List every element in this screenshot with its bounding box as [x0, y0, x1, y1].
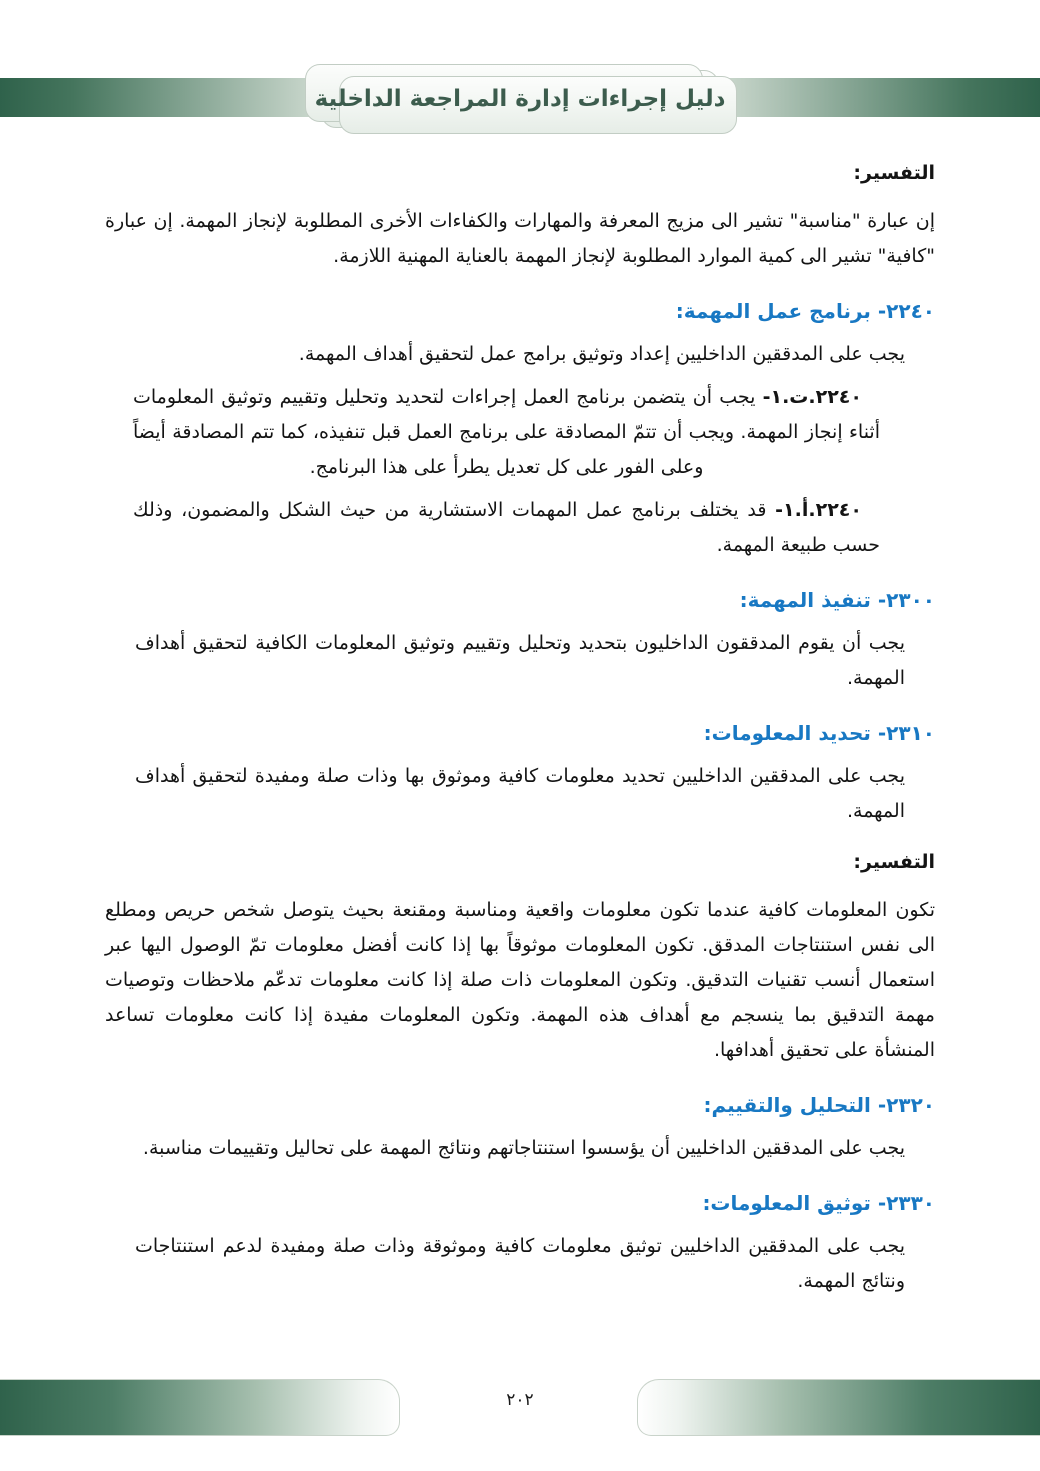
header-title-tab	[314, 70, 726, 128]
section-heading-2330: ٢٣٣٠- توثيق المعلومات:	[702, 1191, 935, 1215]
page-content	[105, 156, 935, 1299]
substandard-2240-t1	[105, 380, 935, 485]
explanation-label: التفسير:	[853, 162, 935, 184]
substandard-number: ٢٢٤٠.ت.١-	[762, 386, 862, 408]
section-heading-2240: ٢٢٤٠- برنامج عمل المهمة:	[675, 299, 935, 323]
substandard-text: يجب أن يتضمن برنامج العمل إجراءات لتحديد وتحليل وتقييم وتوثيق المعلومات أثناء إنجاز المهمة. ويجب أن تتمّ المصادقة على برنامج العمل قبل تنفيذه، كما تتم المصادقة أيضاً وعلى الفور على كل تعديل يطرأ على هذا البرنامج.	[133, 386, 880, 478]
statement-2240: يجب على المدققين الداخليين إعداد وتوثيق برامج عمل لتحقيق أهداف المهمة.	[298, 343, 905, 365]
section-heading-2310: ٢٣١٠- تحديد المعلومات:	[703, 721, 935, 745]
explanation-paragraph: تكون المعلومات كافية عندما تكون معلومات واقعية ومناسبة ومقنعة بحيث يتوصل شخص حريص ومطلع الى نفس استنتاجات المدقق. تكون المعلومات موثوقاً بها إذا كانت أفضل معلومات تمّ الوصول اليها عبر استعمال أنسب تقنيات التدقيق. وتكون المعلومات ذات صلة إذا كانت معلومات تدعّم ملاحظات وتوصيات مهمة التدقيق بما ينسجم مع أهداف هذه المهمة. وتكون المعلومات مفيدة إذا كانت معلومات تساعد المنشأة على تحقيق أهدافها.	[105, 899, 935, 1061]
explanation-label: التفسير:	[853, 851, 935, 873]
statement-2330: يجب على المدققين الداخليين توثيق معلومات كافية وموثوقة وذات صلة ومفيدة لدعم استنتاجات ونتائج المهمة.	[135, 1235, 905, 1292]
statement-2320: يجب على المدققين الداخليين أن يؤسسوا استنتاجاتهم ونتائج المهمة على تحاليل وتقييمات مناسبة.	[142, 1137, 905, 1159]
statement-2310: يجب على المدققين الداخليين تحديد معلومات كافية وموثوق بها وذات صلة ومفيدة لتحقيق أهداف المهمة.	[135, 765, 905, 822]
explanation-paragraph: إن عبارة "مناسبة" تشير الى مزيج المعرفة والمهارات والكفاءات الأخرى المطلوبة لإنجاز المهمة. إن عبارة "كافية" تشير الى كمية الموارد المطلوبة لإنجاز المهمة بالعناية المهنية اللازمة.	[105, 210, 935, 267]
substandard-2240-a1	[105, 493, 935, 563]
document-title: دليل إجراءات إدارة المراجعة الداخلية	[314, 86, 726, 112]
substandard-text: قد يختلف برنامج عمل المهمات الاستشارية من حيث الشكل والمضمون، وذلك حسب طبيعة المهمة.	[133, 499, 880, 556]
substandard-number: ٢٢٤٠.أ.١-	[775, 499, 862, 521]
section-heading-2300: ٢٣٠٠- تنفيذ المهمة:	[739, 588, 935, 612]
section-heading-2320: ٢٣٢٠- التحليل والتقييم:	[703, 1093, 935, 1117]
statement-2300: يجب أن يقوم المدققون الداخليون بتحديد وتحليل وتقييم وتوثيق المعلومات الكافية لتحقيق أهداف المهمة.	[135, 632, 905, 689]
page-number: ٢٠٢	[506, 1390, 534, 1410]
